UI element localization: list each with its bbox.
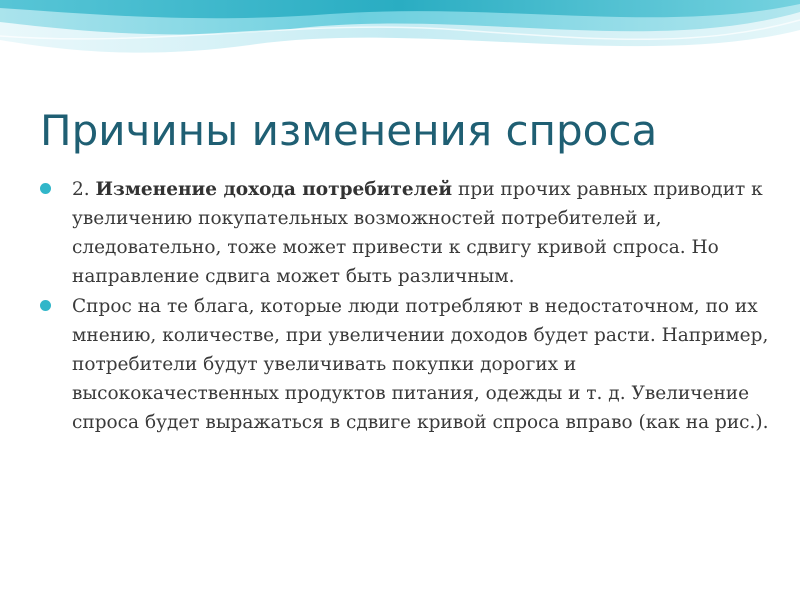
bullet-item-1 bbox=[40, 175, 780, 291]
header-wave-decoration bbox=[0, 0, 800, 100]
bullet-list bbox=[40, 175, 780, 438]
bullet-1-text: при прочих равных приводит к увеличению покупательных возможностей потребителей и, следовательно, тоже может привести к сдвигу кривой спроса. Но направление сдвига может быть различным. bbox=[72, 179, 763, 287]
bullet-1-bold: Изменение дохода потребителей bbox=[95, 179, 453, 200]
bullet-1-prefix: 2. bbox=[72, 179, 96, 200]
bullet-2-text: Спрос на те блага, которые люди потребляют в недостаточном, по их мнению, количестве, при увеличении доходов будет расти. Например, потребители будут увеличивать покупки дорогих и высококачественных продуктов питания, одежды и т. д. Увеличение спроса будет выражаться в сдвиге кривой спроса вправо (как на рис.). bbox=[72, 296, 769, 433]
bullet-item-2 bbox=[40, 292, 780, 437]
bullet-dot-icon bbox=[40, 300, 51, 311]
slide-title: Причины изменения спроса bbox=[40, 106, 658, 155]
bullet-dot-icon bbox=[40, 183, 51, 194]
